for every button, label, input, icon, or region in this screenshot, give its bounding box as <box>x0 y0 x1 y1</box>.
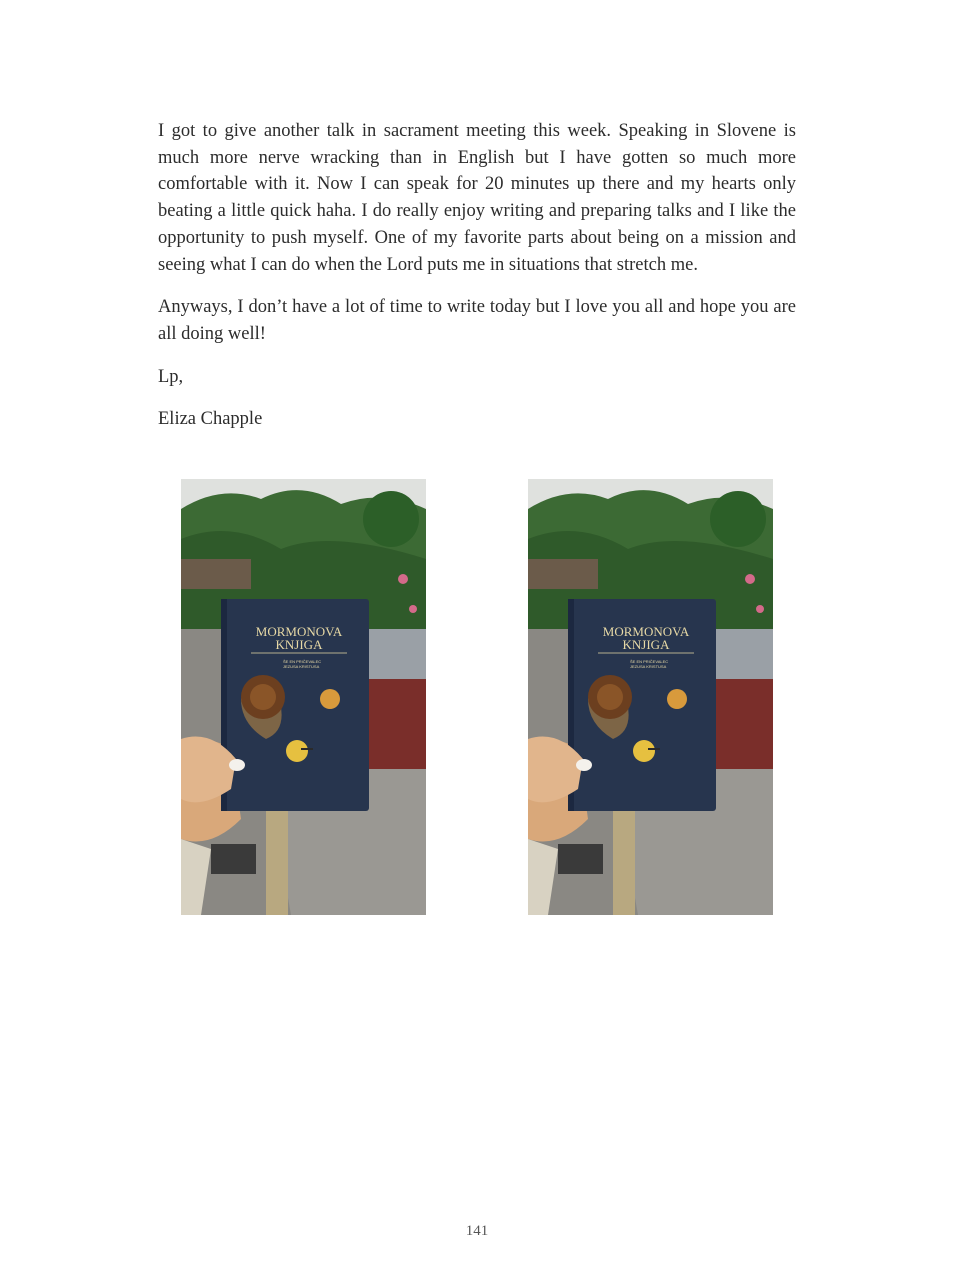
book-subtitle-line-2: JEZUSA KRISTUSA <box>283 664 320 669</box>
snail-book-photo-left <box>181 479 426 915</box>
snail-book-photo-right <box>528 479 773 915</box>
book-subtitle-line-1: ŠE EN PRIČEVALEC <box>283 659 322 664</box>
letter-body <box>158 118 796 449</box>
book-title-line-2: KNJIGA <box>622 637 670 652</box>
page-number: 141 <box>465 1223 489 1239</box>
book-title-line-1: MORMONOVA <box>255 624 343 639</box>
book-title-line-1: MORMONOVA <box>602 624 690 639</box>
book-title-line-2: KNJIGA <box>275 637 323 652</box>
book-subtitle-line-1: ŠE EN PRIČEVALEC <box>630 659 669 664</box>
book-subtitle-line-2: JEZUSA KRISTUSA <box>630 664 667 669</box>
letter-paragraph-1: I got to give another talk in sacrament meeting this week. Speaking in Slovene is much more nerve wracking than in English but I have gotten so much more comfortable with it. Now I can speak for 20 minutes up there and my hearts only beating a little quick haha. I do really enjoy writing and preparing talks and I like the opportunity to push myself. One of my favorite parts about being on a mission and seeing what I can do when the Lord puts me in situations that stretch me. <box>158 121 796 275</box>
letter-closing: Lp, <box>158 366 184 387</box>
letter-paragraph-2: Anyways, I don’t have a lot of time to write today but I love you all and hope you are all doing well! <box>158 297 796 344</box>
letter-signature: Eliza Chapple <box>158 409 263 430</box>
